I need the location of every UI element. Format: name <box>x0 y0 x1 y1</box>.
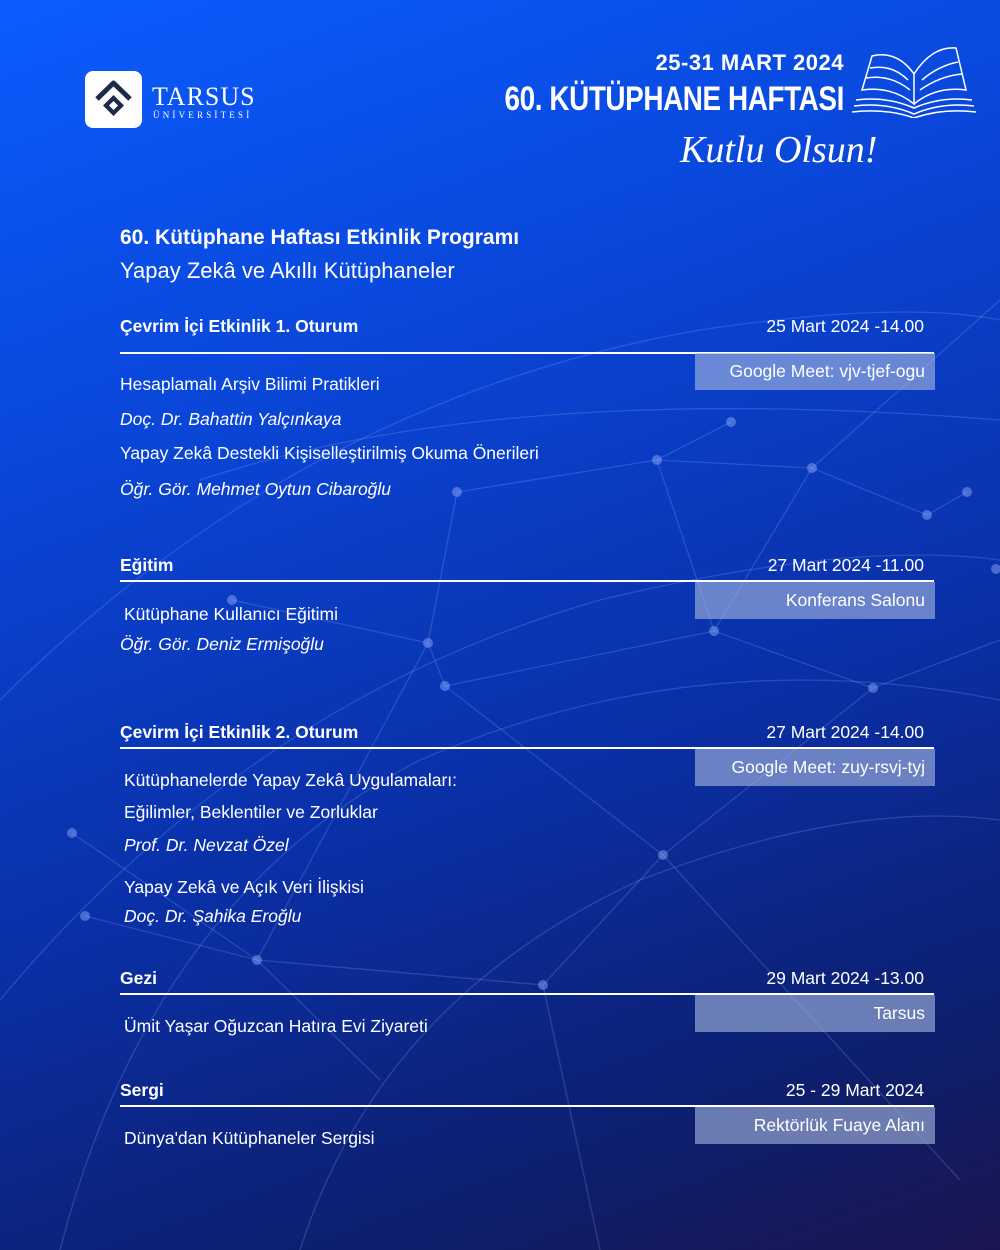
university-subtitle: ÜNİVERSİTESİ <box>153 110 253 120</box>
university-name: TARSUS <box>152 82 256 111</box>
topic: Eğilimler, Beklentiler ve Zorluklar <box>124 802 378 822</box>
section-date: 25 Mart 2024 -14.00 <box>766 316 924 336</box>
speaker: Doç. Dr. Şahika Eroğlu <box>124 906 302 926</box>
topic: Yapay Zekâ ve Açık Veri İlişkisi <box>124 877 364 897</box>
location-text: Rektörlük Fuaye Alanı <box>753 1115 925 1135</box>
section-title: Çevrim İçi Etkinlik 1. Oturum <box>120 316 359 336</box>
topic: Ümit Yaşar Oğuzcan Hatıra Evi Ziyareti <box>124 1016 428 1036</box>
section-title: Çevirm İçi Etkinlik 2. Oturum <box>120 722 359 742</box>
location-badge <box>695 353 935 390</box>
program-title: 60. Kütüphane Haftası Etkinlik Programı <box>120 226 520 249</box>
location-text: Google Meet: zuy-rsvj-tyj <box>731 757 925 777</box>
section-date: 25 - 29 Mart 2024 <box>785 1080 924 1100</box>
section-date: 27 Mart 2024 -11.00 <box>767 555 924 575</box>
section-date: 27 Mart 2024 -14.00 <box>766 722 924 742</box>
open-book-icon <box>852 46 976 118</box>
university-logo <box>85 71 142 128</box>
section-title: Sergi <box>120 1080 164 1100</box>
location-badge <box>695 582 935 619</box>
location-badge <box>695 749 935 786</box>
university-emblem-icon <box>85 71 142 128</box>
section-title: Gezi <box>120 968 157 988</box>
location-badge <box>695 1107 935 1144</box>
event-dates: 25-31 MART 2024 <box>655 50 844 75</box>
event-tagline: Kutlu Olsun! <box>680 129 878 171</box>
speaker: Öğr. Gör. Deniz Ermişoğlu <box>120 634 324 654</box>
speaker: Öğr. Gör. Mehmet Oytun Cibaroğlu <box>120 479 392 499</box>
location-text: Konferans Salonu <box>785 590 925 610</box>
topic: Yapay Zekâ Destekli Kişiselleştirilmiş Okuma Önerileri <box>120 443 539 463</box>
speaker: Prof. Dr. Nevzat Özel <box>124 835 289 855</box>
topic: Kütüphane Kullanıcı Eğitimi <box>124 604 339 624</box>
location-text: Google Meet: vjv-tjef-ogu <box>729 361 925 381</box>
speaker: Doç. Dr. Bahattin Yalçınkaya <box>120 409 342 429</box>
topic: Hesaplamalı Arşiv Bilimi Pratikleri <box>120 374 380 394</box>
location-badge <box>695 995 935 1032</box>
topic: Kütüphanelerde Yapay Zekâ Uygulamaları: <box>124 770 458 790</box>
topic: Dünya'dan Kütüphaneler Sergisi <box>124 1128 375 1148</box>
section-title: Eğitim <box>120 555 174 575</box>
section-date: 29 Mart 2024 -13.00 <box>766 968 924 988</box>
event-title: 60. KÜTÜPHANE HAFTASI <box>504 80 844 118</box>
program-theme: Yapay Zekâ ve Akıllı Kütüphaneler <box>120 258 455 283</box>
location-text: Tarsus <box>873 1003 925 1023</box>
